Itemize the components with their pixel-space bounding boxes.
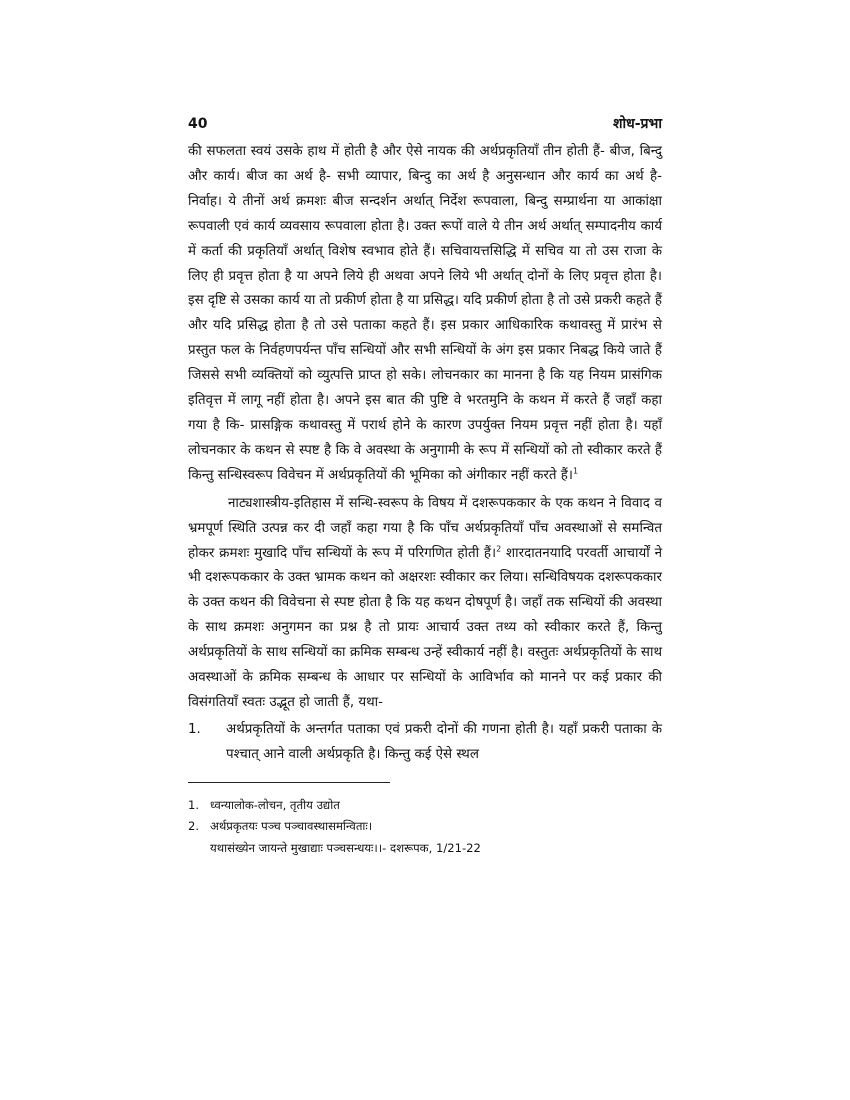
paragraph-2 — [188, 492, 662, 716]
footnote-ref-1[interactable]: 1 — [573, 466, 579, 476]
page-number: 40 — [188, 116, 208, 132]
running-title: शोध-प्रभा — [612, 116, 662, 132]
footnote-2 — [188, 816, 662, 838]
list-item — [188, 718, 662, 768]
footnote-ref-2[interactable]: 2 — [496, 544, 502, 554]
footnote-number: 2. — [188, 819, 200, 834]
paragraph-2-text-a: नाट्यशास्त्रीय-इतिहास में सन्धि-स्वरूप के विषय में दशरूपककार के एक कथन ने विवाद व भ्रमपूर्ण स्थिति उत्पन्न कर दी जहाँ कहा गया है कि पाँच अर्थप्रकृतियाँ पाँच अवस्थाओं से समन्वित होकर क्रमशः मुखादि पाँच सन्धियों के रूप में परिगणित होती हैं। — [188, 495, 662, 561]
list-item-number: 1. — [188, 721, 201, 737]
footnote-number: 1. — [188, 797, 200, 812]
page — [188, 114, 662, 859]
footnote-2-continuation: यथासंख्येन जायन्ते मुखाद्याः पञ्चसन्धयः।।- दशरूपक, 1/21-22 — [210, 840, 481, 855]
list-item-text: अर्थप्रकृतियों के अन्तर्गत पताका एवं प्रकरी दोनों की गणना होती है। यहाँ प्रकरी पताका के पश्चात् आने वाली अर्थप्रकृति है। किन्तु कई ऐसे स्थल — [226, 721, 662, 762]
paragraph-1-text: की सफलता स्वयं उसके हाथ में होती है और ऐसे नायक की अर्थप्रकृतियाँ तीन होती हैं- बीज, बिन्दु और कार्य। बीज का अर्थ है- सभी व्यापार, बिन्दु का अर्थ है अनुसन्धान और कार्य का अर्थ है- निर्वाह। ये तीनों अर्थ क्रमशः बीज सन्दर्शन अर्थात् निर्देश रूपवाला, बिन्दु सम्प्रार्थना या आकांक्षा रूपवाली एवं कार्य व्यवसाय रूपवाला होता है। उक्त रूपों वाले ये तीन अर्थ अर्थात् सम्पादनीय कार्य में कर्ता की प्रकृतियाँ अर्थात् विशेष स्वभाव होते हैं। सचिवायत्तसिद्धि में सचिव या तो उस राजा के लिए ही प्रवृत्त होता है या अपने लिये ही अथवा अपने लिये भी अर्थात् दोनों के लिए प्रवृत्त होता है। इस दृष्टि से उसका कार्य या तो प्रकीर्ण होता है या प्रसिद्ध। यदि प्रकीर्ण होता है तो उसे प्रकरी कहते हैं और यदि प्रसिद्ध होता है तो उसे पताका कहते हैं। इस प्रकार आधिकारिक कथावस्तु में प्रारंभ से प्रस्तुत फल के निर्वहणपर्यन्त पाँच सन्धियों और सभी सन्धियों के अंग इस प्रकार निबद्ध किये जाते हैं जिससे सभी व्यक्तियों को व्युत्पत्ति प्राप्त हो सके। लोचनकार का मानना है कि यह नियम प्रासंगिक इतिवृत्त में लागू नहीं होता है। अपने इस बात की पुष्टि वे भरतमुनि के कथन में करते हैं जहाँ कहा गया है कि- प्रासङ्गिक कथावस्तु में परार्थ होने के कारण उपर्युक्त नियम प्रवृत्त नहीं होता है। यहाँ लोचनकार के कथन से स्पष्ट है कि वे अवस्था के अनुगामी के रूप में सन्धियों को तो स्वीकार करते हैं किन्तु सन्धिस्वरूप विवेचन में अर्थप्रकृतियों की भूमिका को अंगीकार नहीं करते हैं। — [188, 144, 662, 483]
paragraph-1 — [188, 140, 662, 489]
page-header — [188, 114, 662, 140]
paragraph-2-text-b: शारदातनयादि परवर्ती आचार्यों ने भी दशरूपककार के उक्त भ्रामक कथन को अक्षरशः स्वीकार कर लिया। सन्धिविषयक दशरूपककार के उक्त कथन की विवेचना से स्पष्ट होता है कि यह कथन दोषपूर्ण है। जहाँ तक सन्धियों की अवस्था के साथ क्रमशः अनुगमन का प्रश्न है तो प्रायः आचार्य उक्त तथ्य को स्वीकार करते हैं, किन्तु अर्थप्रकृतियों के साथ सन्धियों का क्रमिक सम्बन्ध उन्हें स्वीकार्य नहीं है। वस्तुतः अर्थप्रकृतियों के साथ अवस्थाओं के क्रमिक सम्बन्ध के आधार पर सन्धियों के आविर्भाव को मानने पर कई प्रकार की विसंगतियाँ स्वतः उद्भूत हो जाती हैं, यथा- — [188, 545, 662, 710]
footnote-1 — [188, 795, 662, 817]
footnote-divider — [188, 782, 390, 783]
footnote-text: ध्वन्यालोक-लोचन, तृतीय उद्योत — [210, 797, 340, 812]
footnote-text: अर्थप्रकृतयः पञ्च पञ्चावस्थासमन्विताः। — [210, 819, 373, 834]
footnotes — [188, 795, 662, 860]
